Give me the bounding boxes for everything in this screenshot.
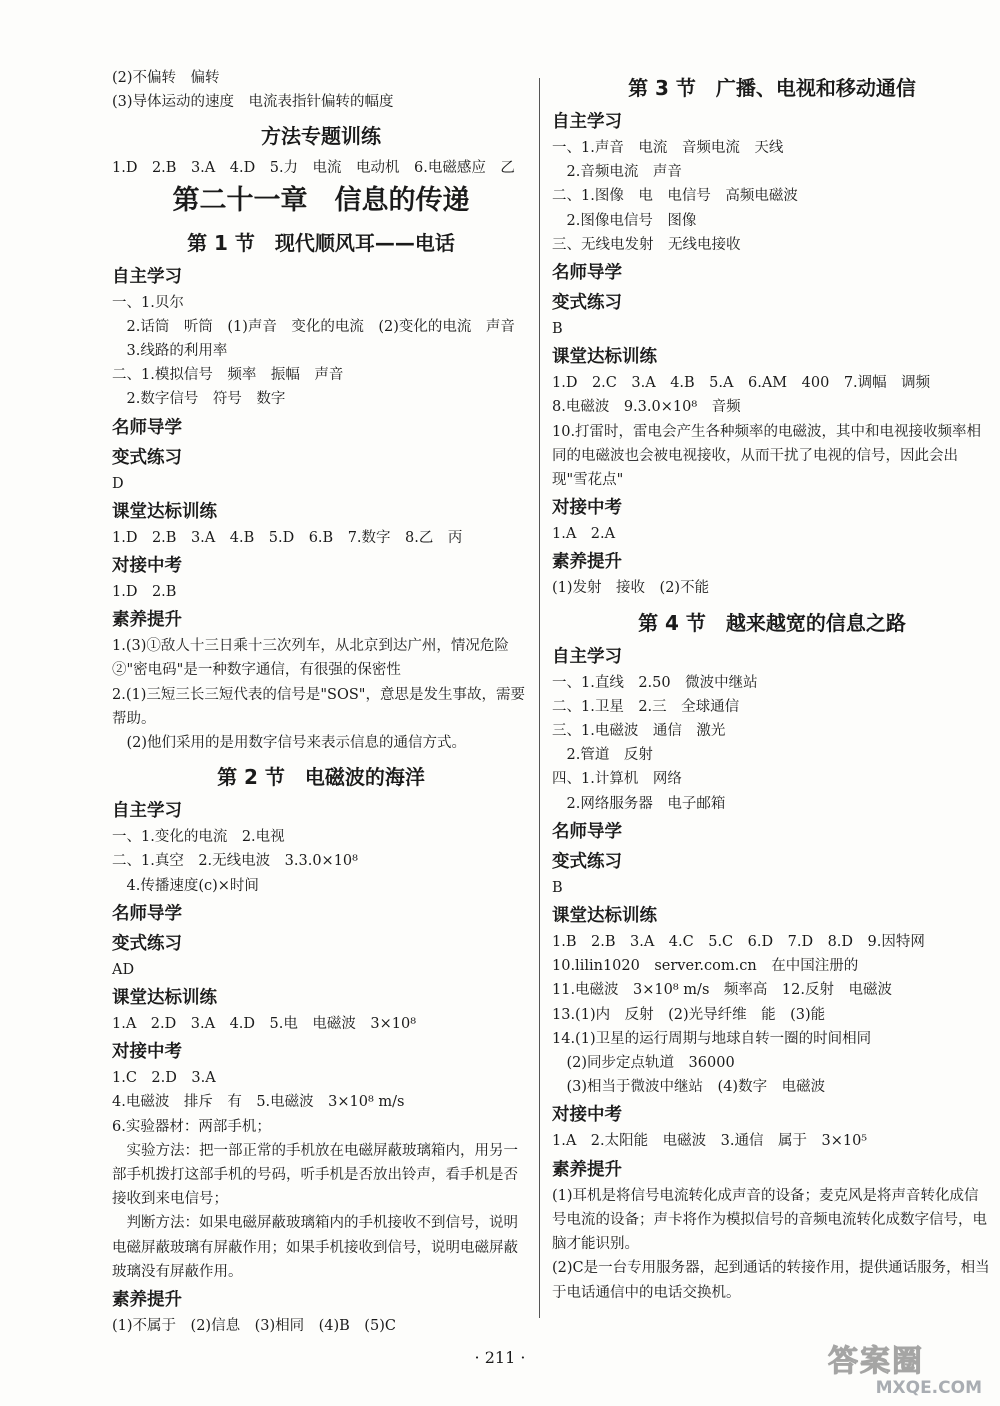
- answer-line: 1.B 2.B 3.A 4.C 5.C 6.D 7.D 8.D 9.因特网: [552, 934, 925, 951]
- subheading: 变式练习: [112, 933, 182, 954]
- answer-line: 1.D 2.C 3.A 4.B 5.A 6.AM 400 7.调幅 调频: [552, 375, 931, 392]
- answer-line: (2)C是一台专用服务器，起到通话的转接作用，提供通话服务，相当于电话通信中的电话交换机。: [552, 1260, 990, 1301]
- answer-line: (2)他们采用的是用数字信号来表示信息的通信方式。: [112, 735, 467, 752]
- subheading: 课堂达标训练: [552, 347, 657, 368]
- answer-line: 3.线路的利用率: [112, 343, 228, 360]
- answer-line: 一、1.贝尔: [112, 294, 184, 311]
- subheading: 素养提升: [112, 610, 182, 631]
- answer-line: B: [552, 879, 563, 896]
- answer-line: D: [112, 475, 124, 492]
- answer-line: 一、1.变化的电流 2.电视: [112, 829, 285, 846]
- answer-line: 6.实验器材：两部手机；: [112, 1118, 271, 1135]
- subheading: 对接中考: [552, 1105, 622, 1126]
- answer-line: 1.A 2.A: [552, 526, 616, 543]
- answer-line: 2.管道 反射: [552, 747, 653, 764]
- left-column: [112, 66, 530, 1338]
- subheading: 变式练习: [552, 293, 622, 314]
- answer-line: 2.话筒 听筒 (1)声音 变化的电流 (2)变化的电流 声音: [112, 318, 515, 335]
- answer-line: 2.音频电流 声音: [552, 164, 682, 181]
- watermark-logo: [824, 1336, 986, 1398]
- subheading: 名师导学: [112, 417, 182, 438]
- subheading: 自主学习: [552, 112, 622, 132]
- answer-line: (3)相当于微波中继站 (4)数字 电磁波: [552, 1079, 826, 1096]
- answer-line: 2.图像电信号 图像: [552, 212, 697, 229]
- answer-line: (1)耳机是将信号电流转化成声音的设备；麦克风是将声音转化成信号电流的设备；声卡将作为模拟信号的音频电流转化成数字信号，电脑才能识别。: [552, 1187, 987, 1253]
- text-line: (3)导体运动的速度 电流表指针偏转的幅度: [112, 94, 394, 111]
- answer-line: 一、1.声音 电流 音频电流 天线: [552, 140, 784, 156]
- answer-line: 1.D 2.B: [112, 584, 177, 601]
- answer-line: 二、1.卫星 2.三 全球通信: [552, 698, 740, 715]
- answer-line: 四、1.计算机 网络: [552, 771, 682, 788]
- section-2-title: 第 2 节 电磁波的海洋: [217, 765, 425, 790]
- answer-line: 1.(3)①敌人十三日乘十三次列车，从北京到达广州，情况危险 ②"密电码"是一种数字通信，有很强的保密性: [112, 638, 524, 679]
- answer-line: 二、1.模拟信号 频率 振幅 声音: [112, 367, 344, 384]
- subheading: 对接中考: [112, 556, 182, 577]
- subheading: 名师导学: [552, 263, 622, 284]
- subheading: 素养提升: [112, 1290, 182, 1311]
- answer-line: 三、无线电发射 无线电接收: [552, 236, 741, 253]
- answer-line: 实验方法：把一部正常的手机放在电磁屏蔽玻璃箱内，用另一部手机拨打这部手机的号码，听手机是否放出铃声，看手机是否接收到来电信号；: [112, 1142, 518, 1208]
- answer-line: 三、1.电磁波 通信 激光: [552, 723, 726, 740]
- answer-line: 1.C 2.D 3.A: [112, 1070, 216, 1087]
- section-3-title: 第 3 节 广播、电视和移动通信: [628, 76, 916, 100]
- answer-line: 二、1.图像 电 电信号 高频电磁波: [552, 188, 798, 205]
- answer-line: 1.A 2.太阳能 电磁波 3.通信 属于 3×10⁵: [552, 1133, 868, 1150]
- subheading: 对接中考: [112, 1042, 182, 1063]
- watermark-logo-text: 答案圈: [828, 1344, 924, 1379]
- section-4-title: 第 4 节 越来越宽的信息之路: [638, 610, 906, 635]
- answer-line: 2.数字信号 符号 数字: [112, 391, 286, 408]
- page-number: · 211 ·: [474, 1348, 526, 1367]
- subheading: 名师导学: [552, 821, 622, 842]
- watermark-site: MXQE.COM: [875, 1378, 982, 1398]
- subheading: 素养提升: [552, 1159, 622, 1180]
- answer-line: 10.lilin1020 server.com.cn 在中国注册的: [552, 958, 859, 975]
- answer-line: 2.网络服务器 电子邮箱: [552, 795, 726, 812]
- subheading: 名师导学: [112, 903, 182, 924]
- answer-line: 14.(1)卫星的运行周期与地球自转一圈的时间相同: [552, 1030, 872, 1047]
- answer-line: 10.打雷时，雷电会产生各种频率的电磁波，其中和电视接收频率相同的电磁波也会被电视接收，从而干扰了电视的信号，因此会出现"雪花点": [552, 423, 982, 489]
- section-1-title: 第 1 节 现代顺风耳——电话: [187, 230, 455, 255]
- subheading: 自主学习: [552, 646, 622, 667]
- answer-line: 1.D 2.B 3.A 4.D 5.力 电流 电动机 6.电磁感应 乙: [112, 160, 515, 177]
- answer-line: (1)发射 接收 (2)不能: [552, 580, 710, 597]
- subheading: 课堂达标训练: [552, 906, 657, 927]
- method-section-title: 方法专题训练: [261, 124, 381, 149]
- text-line: (2)不偏转 偏转: [112, 70, 220, 86]
- answer-line: 一、1.直线 2.50 微波中继站: [552, 674, 758, 691]
- subheading: 变式练习: [552, 851, 622, 872]
- answer-line: 2.(1)三短三长三短代表的信号是"SOS"，意思是发生事故，需要帮助。: [112, 686, 525, 727]
- answer-line: 8.电磁波 9.3.0×10⁸ 音频: [552, 399, 741, 416]
- answer-line: 判断方法：如果电磁屏蔽玻璃箱内的手机接收不到信号，说明电磁屏蔽玻璃有屏蔽作用；如果手机接收到信号，说明电磁屏蔽玻璃没有屏蔽作用。: [112, 1215, 518, 1280]
- answer-line: (2)同步定点轨道 36000: [552, 1055, 735, 1072]
- answer-line: 二、1.真空 2.无线电波 3.3.0×10⁸: [112, 853, 358, 870]
- right-column: [552, 66, 992, 1305]
- subheading: 素养提升: [552, 552, 622, 573]
- answer-line: AD: [112, 961, 135, 978]
- answer-line: 4.电磁波 排斥 有 5.电磁波 3×10⁸ m/s: [112, 1094, 405, 1111]
- column-divider: [539, 78, 540, 1318]
- subheading: 课堂达标训练: [112, 988, 217, 1009]
- subheading: 自主学习: [112, 801, 182, 822]
- answer-line: 1.D 2.B 3.A 4.B 5.D 6.B 7.数字 8.乙 丙: [112, 529, 463, 546]
- subheading: 课堂达标训练: [112, 501, 217, 522]
- answer-line: 11.电磁波 3×10⁸ m/s 频率高 12.反射 电磁波: [552, 982, 892, 999]
- answer-line: 4.传播速度(c)×时间: [112, 877, 259, 894]
- subheading: 对接中考: [552, 498, 622, 519]
- answer-line: B: [552, 321, 563, 338]
- chapter-title: 第二十一章 信息的传递: [172, 184, 470, 216]
- subheading: 变式练习: [112, 447, 182, 468]
- answer-line: (1)不属于 (2)信息 (3)相同 (4)B (5)C: [112, 1318, 396, 1335]
- answer-line: 13.(1)内 反射 (2)光导纤维 能 (3)能: [552, 1006, 826, 1023]
- answer-line: 1.A 2.D 3.A 4.D 5.电 电磁波 3×10⁸: [112, 1016, 417, 1033]
- subheading: 自主学习: [112, 266, 182, 287]
